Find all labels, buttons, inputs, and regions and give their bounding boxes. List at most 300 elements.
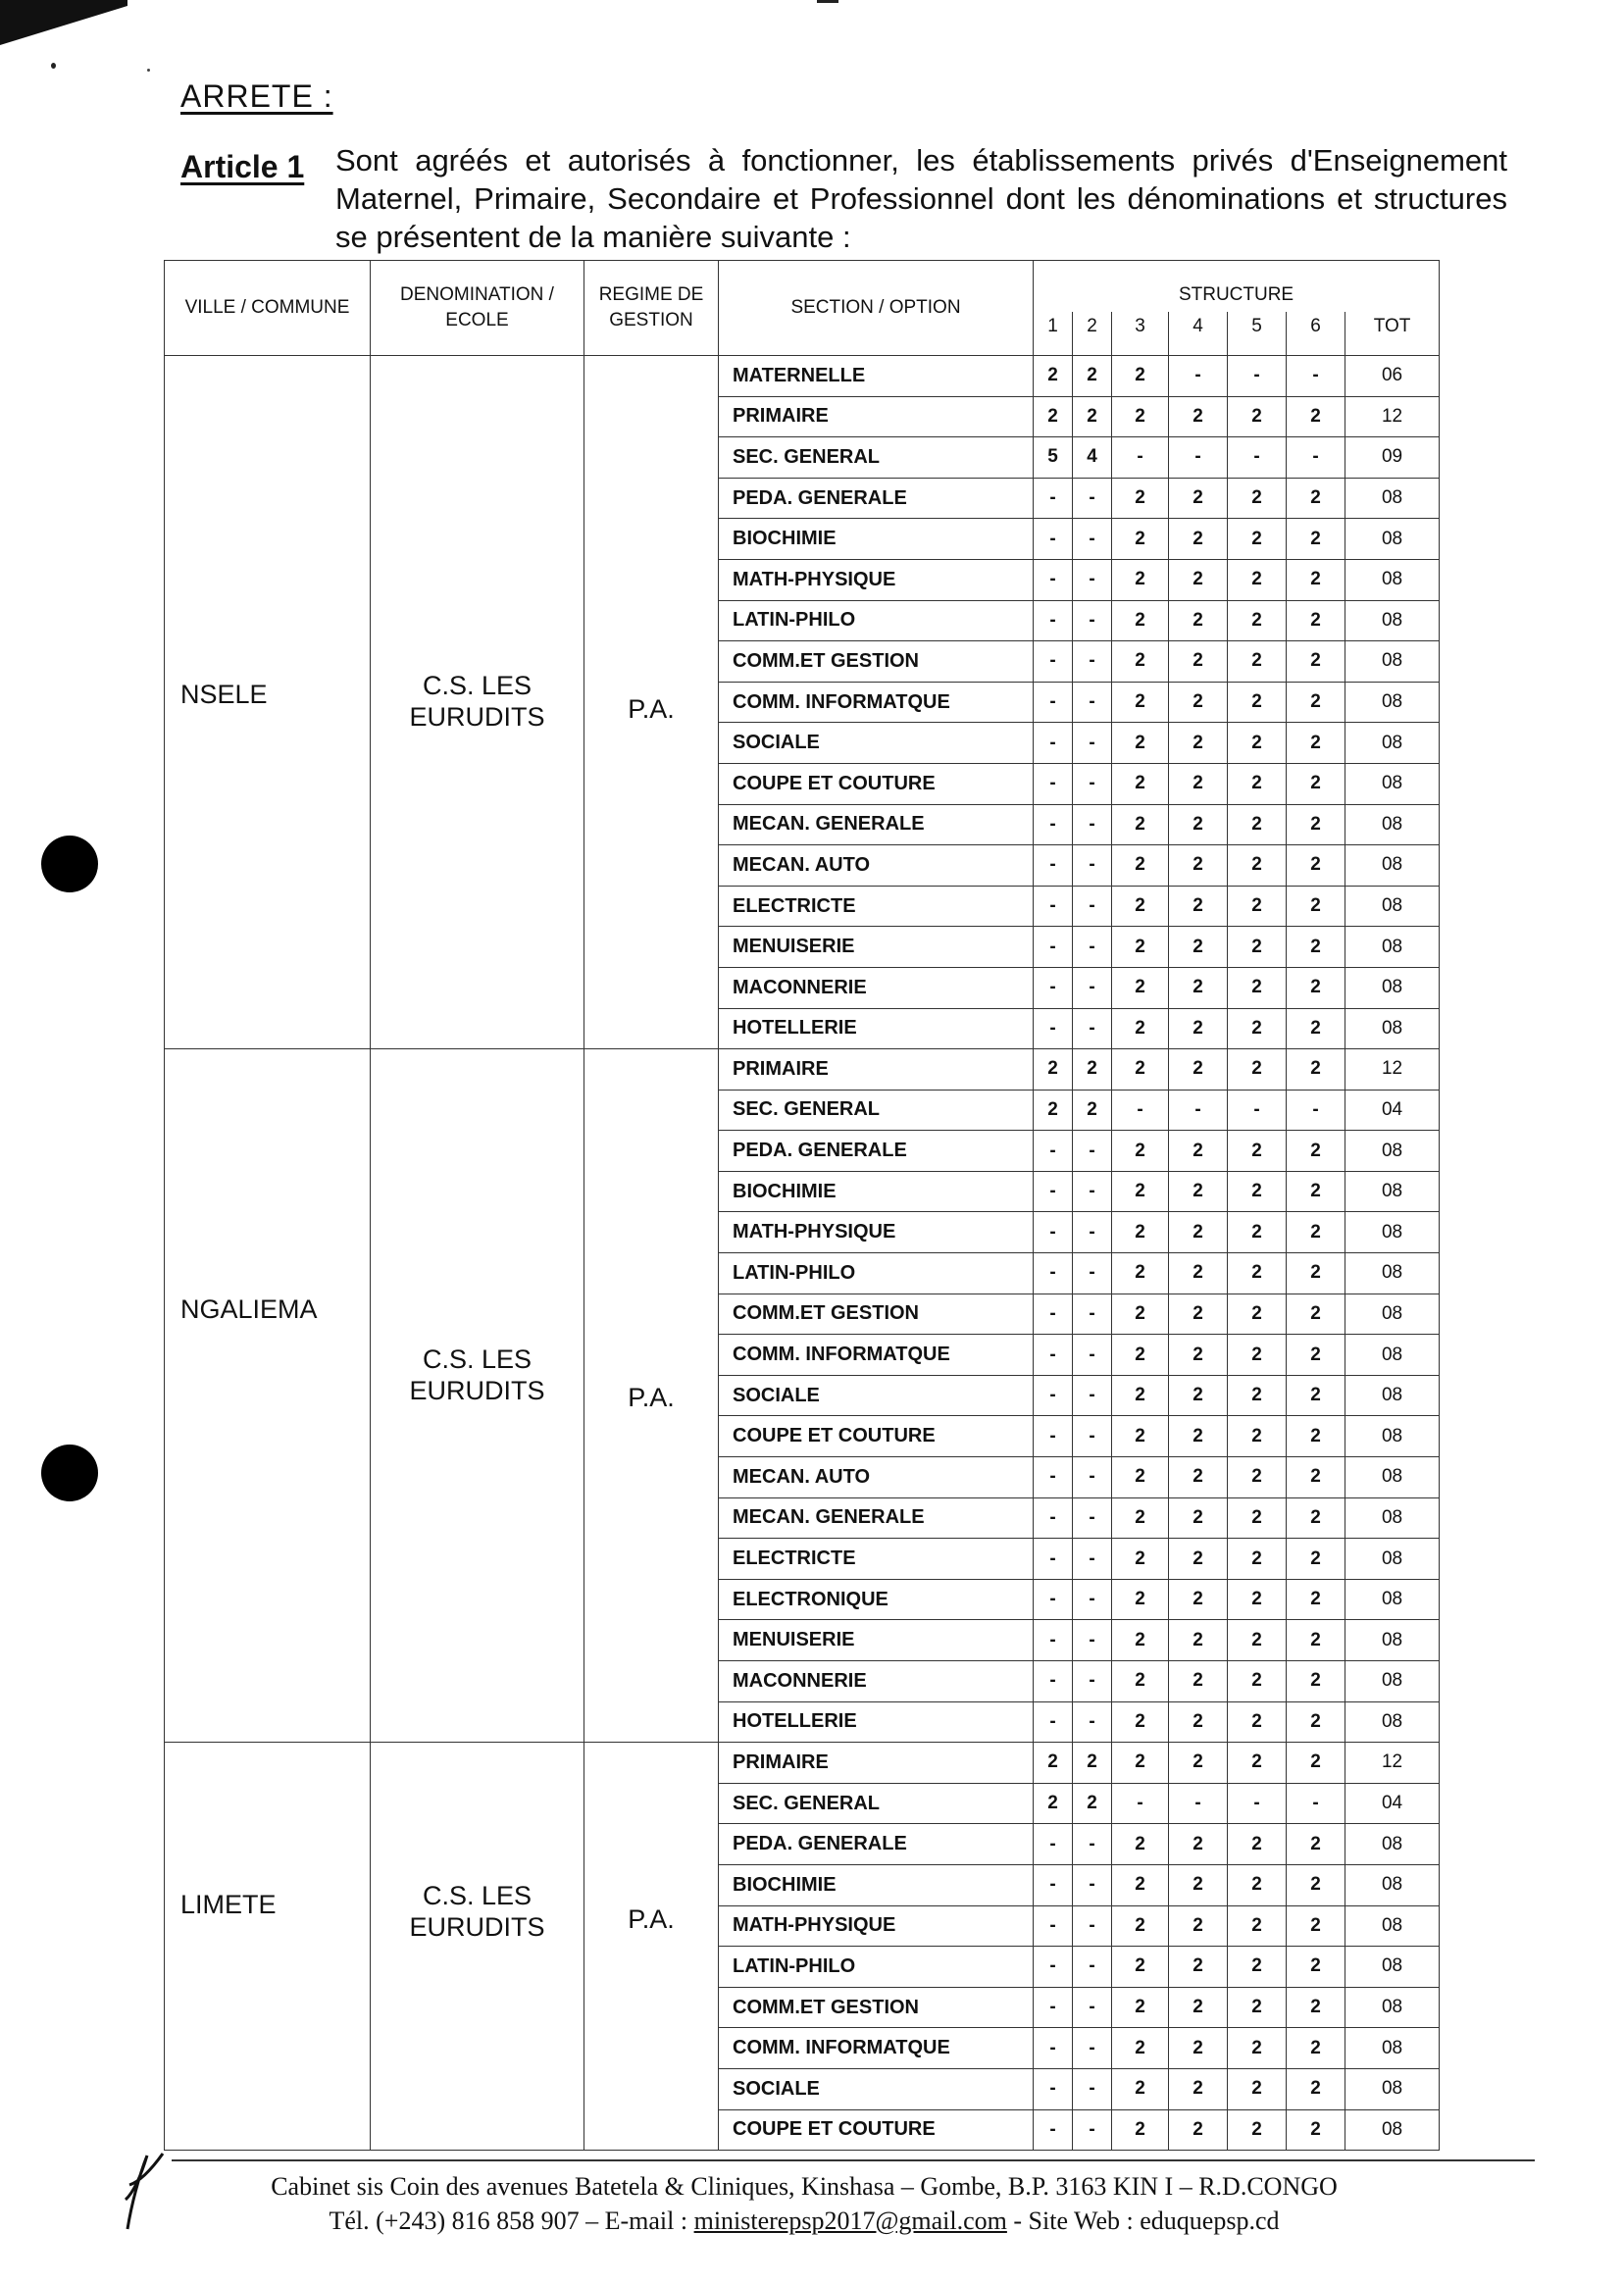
level-1-cell: - xyxy=(1034,1457,1073,1498)
option-cell: PEDA. GENERALE xyxy=(719,478,1034,519)
level-3-cell: 2 xyxy=(1112,2068,1169,2109)
level-2-cell: - xyxy=(1073,804,1112,845)
level-3-cell: 2 xyxy=(1112,1131,1169,1172)
option-cell: MACONNERIE xyxy=(719,1661,1034,1702)
level-3-cell: 2 xyxy=(1112,1253,1169,1294)
level-5-cell: 2 xyxy=(1228,641,1287,683)
level-4-cell: 2 xyxy=(1169,1171,1228,1212)
level-1-cell: - xyxy=(1034,1620,1073,1661)
scan-speck xyxy=(51,63,56,69)
total-cell: 08 xyxy=(1345,1864,1440,1905)
header-section-option: SECTION / OPTION xyxy=(719,261,1034,356)
table-row xyxy=(165,1049,1440,1091)
level-1-cell: - xyxy=(1034,1294,1073,1335)
level-5-cell: - xyxy=(1228,356,1287,397)
level-6-cell: 2 xyxy=(1287,1539,1345,1580)
level-2-cell: - xyxy=(1073,886,1112,927)
level-2-cell: 4 xyxy=(1073,437,1112,479)
level-6-cell: 2 xyxy=(1287,1457,1345,1498)
total-cell: 08 xyxy=(1345,519,1440,560)
level-3-cell: 2 xyxy=(1112,356,1169,397)
option-cell: ELECTRONIQUE xyxy=(719,1579,1034,1620)
level-3-cell: 2 xyxy=(1112,845,1169,887)
option-cell: MECAN. AUTO xyxy=(719,1457,1034,1498)
level-2-cell: - xyxy=(1073,682,1112,723)
option-cell: MATH-PHYSIQUE xyxy=(719,559,1034,600)
level-3-cell: 2 xyxy=(1112,1171,1169,1212)
level-4-cell: 2 xyxy=(1169,1701,1228,1743)
ville-cell xyxy=(165,1743,371,2151)
option-cell: MATERNELLE xyxy=(719,356,1034,397)
level-3-cell: 2 xyxy=(1112,967,1169,1008)
level-6-cell: 2 xyxy=(1287,1497,1345,1539)
level-2-cell: 2 xyxy=(1073,356,1112,397)
ecole-name-line: C.S. LES xyxy=(422,1344,533,1375)
level-1-cell: - xyxy=(1034,804,1073,845)
level-4-cell: 2 xyxy=(1169,763,1228,804)
level-3-cell: 2 xyxy=(1112,1212,1169,1253)
ecole-name-line: C.S. LES xyxy=(422,1881,533,1911)
level-2-cell: - xyxy=(1073,2109,1112,2151)
footer-contact xyxy=(157,2207,1451,2236)
total-cell: 08 xyxy=(1345,886,1440,927)
level-6-cell: 2 xyxy=(1287,682,1345,723)
level-6-cell: 2 xyxy=(1287,1864,1345,1905)
total-cell: 06 xyxy=(1345,356,1440,397)
option-cell: SOCIALE xyxy=(719,723,1034,764)
level-3-cell: 2 xyxy=(1112,927,1169,968)
level-3-cell: 2 xyxy=(1112,1539,1169,1580)
level-2-cell: - xyxy=(1073,641,1112,683)
ville-name: NSELE xyxy=(180,680,268,709)
level-3-cell: 2 xyxy=(1112,396,1169,437)
option-cell: MENUISERIE xyxy=(719,927,1034,968)
option-cell: ELECTRICTE xyxy=(719,1539,1034,1580)
level-1-cell: - xyxy=(1034,641,1073,683)
header-level-1: 1 xyxy=(1034,312,1073,356)
level-5-cell: 2 xyxy=(1228,1539,1287,1580)
level-6-cell: 2 xyxy=(1287,1905,1345,1947)
level-2-cell: - xyxy=(1073,1375,1112,1416)
option-cell: MECAN. GENERALE xyxy=(719,804,1034,845)
level-5-cell: 2 xyxy=(1228,1008,1287,1049)
level-5-cell: 2 xyxy=(1228,519,1287,560)
level-5-cell: 2 xyxy=(1228,804,1287,845)
level-6-cell: 2 xyxy=(1287,1171,1345,1212)
level-6-cell: 2 xyxy=(1287,1212,1345,1253)
ecole-cell xyxy=(371,1743,584,2151)
regime-value: P.A. xyxy=(628,1904,675,1935)
level-2-cell: - xyxy=(1073,478,1112,519)
scan-speck xyxy=(147,69,150,72)
level-6-cell: 2 xyxy=(1287,478,1345,519)
option-cell: MECAN. GENERALE xyxy=(719,1497,1034,1539)
level-6-cell: 2 xyxy=(1287,1620,1345,1661)
level-3-cell: 2 xyxy=(1112,682,1169,723)
level-2-cell: - xyxy=(1073,1335,1112,1376)
level-4-cell: 2 xyxy=(1169,1131,1228,1172)
level-6-cell: 2 xyxy=(1287,1375,1345,1416)
level-4-cell: 2 xyxy=(1169,1294,1228,1335)
level-4-cell: 2 xyxy=(1169,1987,1228,2028)
level-6-cell: 2 xyxy=(1287,1253,1345,1294)
level-3-cell: 2 xyxy=(1112,2109,1169,2151)
level-6-cell: 2 xyxy=(1287,396,1345,437)
level-6-cell: 2 xyxy=(1287,1049,1345,1091)
header-level-2: 2 xyxy=(1073,312,1112,356)
level-4-cell: 2 xyxy=(1169,1905,1228,1947)
option-cell: COMM.ET GESTION xyxy=(719,1294,1034,1335)
level-5-cell: 2 xyxy=(1228,1661,1287,1702)
level-5-cell: 2 xyxy=(1228,845,1287,887)
level-6-cell: 2 xyxy=(1287,1701,1345,1743)
level-2-cell: - xyxy=(1073,1947,1112,1988)
level-3-cell: 2 xyxy=(1112,723,1169,764)
level-4-cell: 2 xyxy=(1169,804,1228,845)
header-denomination: DENOMINATION / ECOLE xyxy=(371,261,584,356)
level-4-cell: - xyxy=(1169,1090,1228,1131)
regime-cell xyxy=(584,1743,719,2151)
option-cell: ELECTRICTE xyxy=(719,886,1034,927)
level-1-cell: - xyxy=(1034,1987,1073,2028)
level-4-cell: 2 xyxy=(1169,478,1228,519)
ville-cell xyxy=(165,356,371,1049)
total-cell: 08 xyxy=(1345,927,1440,968)
footer-address: Cabinet sis Coin des avenues Batetela & Cliniques, Kinshasa – Gombe, B.P. 3163 KIN I – R.D.CONGO xyxy=(271,2172,1338,2201)
level-2-cell: - xyxy=(1073,1824,1112,1865)
level-6-cell: 2 xyxy=(1287,559,1345,600)
total-cell: 08 xyxy=(1345,1457,1440,1498)
level-2-cell: - xyxy=(1073,559,1112,600)
option-cell: HOTELLERIE xyxy=(719,1008,1034,1049)
level-2-cell: - xyxy=(1073,723,1112,764)
level-5-cell: 2 xyxy=(1228,1416,1287,1457)
total-cell: 08 xyxy=(1345,1905,1440,1947)
level-2-cell: - xyxy=(1073,1416,1112,1457)
level-4-cell: 2 xyxy=(1169,967,1228,1008)
total-cell: 08 xyxy=(1345,804,1440,845)
level-1-cell: - xyxy=(1034,1701,1073,1743)
level-6-cell: 2 xyxy=(1287,519,1345,560)
option-cell: LATIN-PHILO xyxy=(719,1947,1034,1988)
level-3-cell: 2 xyxy=(1112,2028,1169,2069)
level-3-cell: 2 xyxy=(1112,1620,1169,1661)
level-4-cell: 2 xyxy=(1169,886,1228,927)
option-cell: COUPE ET COUTURE xyxy=(719,1416,1034,1457)
level-4-cell: 2 xyxy=(1169,1212,1228,1253)
level-6-cell: 2 xyxy=(1287,1743,1345,1784)
level-2-cell: - xyxy=(1073,1008,1112,1049)
table-row xyxy=(165,1743,1440,1784)
level-5-cell: 2 xyxy=(1228,2109,1287,2151)
corner-scan-mark xyxy=(0,0,127,78)
option-cell: COMM.ET GESTION xyxy=(719,1987,1034,2028)
level-1-cell: 2 xyxy=(1034,356,1073,397)
level-4-cell: 2 xyxy=(1169,1864,1228,1905)
footer-phone: Tél. (+243) 816 858 907 – E-mail : xyxy=(329,2207,694,2235)
total-cell: 08 xyxy=(1345,1212,1440,1253)
level-3-cell: 2 xyxy=(1112,1008,1169,1049)
total-cell: 08 xyxy=(1345,1375,1440,1416)
total-cell: 12 xyxy=(1345,1743,1440,1784)
level-1-cell: - xyxy=(1034,1131,1073,1172)
level-3-cell: 2 xyxy=(1112,804,1169,845)
level-3-cell: 2 xyxy=(1112,1743,1169,1784)
level-1-cell: 2 xyxy=(1034,1090,1073,1131)
level-4-cell: 2 xyxy=(1169,519,1228,560)
level-5-cell: 2 xyxy=(1228,396,1287,437)
level-5-cell: 2 xyxy=(1228,886,1287,927)
level-5-cell: 2 xyxy=(1228,1620,1287,1661)
level-2-cell: 2 xyxy=(1073,396,1112,437)
level-4-cell: 2 xyxy=(1169,1049,1228,1091)
level-5-cell: - xyxy=(1228,437,1287,479)
level-3-cell: 2 xyxy=(1112,1416,1169,1457)
level-1-cell: - xyxy=(1034,519,1073,560)
level-6-cell: - xyxy=(1287,356,1345,397)
level-3-cell: 2 xyxy=(1112,559,1169,600)
level-6-cell: 2 xyxy=(1287,1131,1345,1172)
level-5-cell: 2 xyxy=(1228,1743,1287,1784)
level-2-cell: - xyxy=(1073,1579,1112,1620)
option-cell: MENUISERIE xyxy=(719,1620,1034,1661)
level-1-cell: 2 xyxy=(1034,1743,1073,1784)
total-cell: 08 xyxy=(1345,1416,1440,1457)
total-cell: 08 xyxy=(1345,559,1440,600)
option-cell: COMM.ET GESTION xyxy=(719,641,1034,683)
level-4-cell: 2 xyxy=(1169,682,1228,723)
level-6-cell: 2 xyxy=(1287,2028,1345,2069)
ecole-name-line: C.S. LES xyxy=(422,671,533,700)
level-3-cell: 2 xyxy=(1112,1905,1169,1947)
option-cell: LATIN-PHILO xyxy=(719,1253,1034,1294)
level-5-cell: 2 xyxy=(1228,1335,1287,1376)
level-2-cell: - xyxy=(1073,519,1112,560)
level-6-cell: 2 xyxy=(1287,804,1345,845)
level-1-cell: - xyxy=(1034,1212,1073,1253)
level-1-cell: - xyxy=(1034,1539,1073,1580)
level-4-cell: 2 xyxy=(1169,1824,1228,1865)
total-cell: 08 xyxy=(1345,1171,1440,1212)
level-4-cell: 2 xyxy=(1169,723,1228,764)
level-4-cell: - xyxy=(1169,356,1228,397)
level-5-cell: 2 xyxy=(1228,600,1287,641)
level-3-cell: 2 xyxy=(1112,1049,1169,1091)
punch-hole xyxy=(41,1445,98,1501)
level-5-cell: 2 xyxy=(1228,927,1287,968)
level-2-cell: - xyxy=(1073,1171,1112,1212)
level-4-cell: 2 xyxy=(1169,1457,1228,1498)
total-cell: 08 xyxy=(1345,845,1440,887)
level-5-cell: 2 xyxy=(1228,1375,1287,1416)
footer-divider xyxy=(172,2159,1535,2161)
level-6-cell: 2 xyxy=(1287,1335,1345,1376)
level-6-cell: 2 xyxy=(1287,886,1345,927)
level-4-cell: 2 xyxy=(1169,1008,1228,1049)
article-text: Sont agréés et autorisés à fonctionner, les établissements privés d'Enseignement Maternel, Primaire, Secondaire et Professionnel dont les dénominations et structures se présentent de la manière suivante : xyxy=(335,143,1507,254)
level-3-cell: 2 xyxy=(1112,1335,1169,1376)
level-6-cell: 2 xyxy=(1287,2068,1345,2109)
level-5-cell: 2 xyxy=(1228,1457,1287,1498)
regime-value: P.A. xyxy=(628,1383,675,1413)
total-cell: 08 xyxy=(1345,2109,1440,2151)
level-5-cell: 2 xyxy=(1228,763,1287,804)
level-4-cell: - xyxy=(1169,437,1228,479)
ecole-name-line: EURUDITS xyxy=(409,702,545,732)
total-cell: 08 xyxy=(1345,967,1440,1008)
level-4-cell: 2 xyxy=(1169,1579,1228,1620)
level-5-cell: 2 xyxy=(1228,1131,1287,1172)
level-3-cell: - xyxy=(1112,437,1169,479)
level-5-cell: 2 xyxy=(1228,478,1287,519)
level-6-cell: 2 xyxy=(1287,723,1345,764)
level-4-cell: 2 xyxy=(1169,845,1228,887)
total-cell: 08 xyxy=(1345,2028,1440,2069)
total-cell: 08 xyxy=(1345,1824,1440,1865)
level-4-cell: 2 xyxy=(1169,1375,1228,1416)
level-2-cell: - xyxy=(1073,763,1112,804)
option-cell: SOCIALE xyxy=(719,2068,1034,2109)
option-cell: SEC. GENERAL xyxy=(719,1783,1034,1824)
option-cell: PRIMAIRE xyxy=(719,1743,1034,1784)
level-6-cell: 2 xyxy=(1287,2109,1345,2151)
level-4-cell: 2 xyxy=(1169,1620,1228,1661)
option-cell: PEDA. GENERALE xyxy=(719,1131,1034,1172)
level-4-cell: 2 xyxy=(1169,641,1228,683)
level-1-cell: - xyxy=(1034,1253,1073,1294)
level-1-cell: 2 xyxy=(1034,1049,1073,1091)
level-5-cell: 2 xyxy=(1228,1701,1287,1743)
level-2-cell: 2 xyxy=(1073,1049,1112,1091)
total-cell: 08 xyxy=(1345,1579,1440,1620)
level-5-cell: 2 xyxy=(1228,2028,1287,2069)
level-4-cell: 2 xyxy=(1169,600,1228,641)
level-6-cell: 2 xyxy=(1287,763,1345,804)
option-cell: BIOCHIMIE xyxy=(719,519,1034,560)
level-5-cell: 2 xyxy=(1228,1049,1287,1091)
total-cell: 08 xyxy=(1345,1947,1440,1988)
level-4-cell: 2 xyxy=(1169,2068,1228,2109)
level-4-cell: 2 xyxy=(1169,1416,1228,1457)
option-cell: MACONNERIE xyxy=(719,967,1034,1008)
option-cell: LATIN-PHILO xyxy=(719,600,1034,641)
level-5-cell: 2 xyxy=(1228,967,1287,1008)
option-cell: MECAN. AUTO xyxy=(719,845,1034,887)
total-cell: 08 xyxy=(1345,682,1440,723)
regime-value: P.A. xyxy=(628,694,675,724)
level-6-cell: 2 xyxy=(1287,927,1345,968)
total-cell: 08 xyxy=(1345,1008,1440,1049)
header-tot: TOT xyxy=(1345,312,1440,356)
option-cell: COMM. INFORMATQUE xyxy=(719,1335,1034,1376)
level-5-cell: 2 xyxy=(1228,1579,1287,1620)
level-1-cell: - xyxy=(1034,1497,1073,1539)
level-4-cell: 2 xyxy=(1169,1743,1228,1784)
level-1-cell: - xyxy=(1034,1375,1073,1416)
header-level-4: 4 xyxy=(1169,312,1228,356)
option-cell: MATH-PHYSIQUE xyxy=(719,1905,1034,1947)
option-cell: COUPE ET COUTURE xyxy=(719,2109,1034,2151)
header-ville: VILLE / COMMUNE xyxy=(165,261,371,356)
level-6-cell: 2 xyxy=(1287,1661,1345,1702)
level-2-cell: - xyxy=(1073,1131,1112,1172)
level-1-cell: 2 xyxy=(1034,1783,1073,1824)
level-5-cell: 2 xyxy=(1228,682,1287,723)
option-cell: SOCIALE xyxy=(719,1375,1034,1416)
total-cell: 08 xyxy=(1345,1335,1440,1376)
header-level-5: 5 xyxy=(1228,312,1287,356)
level-3-cell: 2 xyxy=(1112,1987,1169,2028)
level-2-cell: - xyxy=(1073,1905,1112,1947)
level-5-cell: 2 xyxy=(1228,1947,1287,1988)
level-5-cell: - xyxy=(1228,1090,1287,1131)
level-3-cell: 2 xyxy=(1112,1579,1169,1620)
level-6-cell: - xyxy=(1287,1090,1345,1131)
level-5-cell: 2 xyxy=(1228,1824,1287,1865)
level-3-cell: 2 xyxy=(1112,1701,1169,1743)
level-5-cell: - xyxy=(1228,1783,1287,1824)
option-cell: COUPE ET COUTURE xyxy=(719,763,1034,804)
level-4-cell: 2 xyxy=(1169,2109,1228,2151)
level-4-cell: 2 xyxy=(1169,1539,1228,1580)
option-cell: PRIMAIRE xyxy=(719,396,1034,437)
level-4-cell: 2 xyxy=(1169,2028,1228,2069)
option-cell: HOTELLERIE xyxy=(719,1701,1034,1743)
level-1-cell: - xyxy=(1034,845,1073,887)
level-6-cell: - xyxy=(1287,437,1345,479)
level-1-cell: - xyxy=(1034,1905,1073,1947)
total-cell: 08 xyxy=(1345,1987,1440,2028)
level-1-cell: - xyxy=(1034,1416,1073,1457)
level-1-cell: - xyxy=(1034,967,1073,1008)
level-5-cell: 2 xyxy=(1228,1905,1287,1947)
total-cell: 08 xyxy=(1345,1701,1440,1743)
total-cell: 08 xyxy=(1345,1131,1440,1172)
level-3-cell: 2 xyxy=(1112,1661,1169,1702)
level-1-cell: - xyxy=(1034,2068,1073,2109)
ecole-cell xyxy=(371,1049,584,1743)
level-5-cell: 2 xyxy=(1228,559,1287,600)
level-4-cell: 2 xyxy=(1169,1335,1228,1376)
total-cell: 08 xyxy=(1345,600,1440,641)
level-6-cell: 2 xyxy=(1287,967,1345,1008)
level-6-cell: 2 xyxy=(1287,1008,1345,1049)
level-1-cell: - xyxy=(1034,723,1073,764)
level-3-cell: 2 xyxy=(1112,1497,1169,1539)
total-cell: 08 xyxy=(1345,2068,1440,2109)
level-2-cell: - xyxy=(1073,1864,1112,1905)
total-cell: 08 xyxy=(1345,1497,1440,1539)
level-6-cell: - xyxy=(1287,1783,1345,1824)
level-3-cell: 2 xyxy=(1112,1864,1169,1905)
level-1-cell: - xyxy=(1034,559,1073,600)
regime-cell xyxy=(584,1049,719,1743)
level-2-cell: - xyxy=(1073,600,1112,641)
level-3-cell: 2 xyxy=(1112,1947,1169,1988)
option-cell: PEDA. GENERALE xyxy=(719,1824,1034,1865)
header-structure: STRUCTURE xyxy=(1034,261,1440,313)
level-2-cell: - xyxy=(1073,1212,1112,1253)
level-1-cell: - xyxy=(1034,2109,1073,2151)
footer-email-link[interactable]: ministerepsp2017@gmail.com xyxy=(693,2207,1007,2235)
level-2-cell: - xyxy=(1073,1701,1112,1743)
ecole-cell xyxy=(371,356,584,1049)
level-3-cell: 2 xyxy=(1112,1375,1169,1416)
level-3-cell: 2 xyxy=(1112,1457,1169,1498)
punch-hole xyxy=(41,836,98,892)
table-row xyxy=(165,356,1440,397)
level-6-cell: 2 xyxy=(1287,1416,1345,1457)
